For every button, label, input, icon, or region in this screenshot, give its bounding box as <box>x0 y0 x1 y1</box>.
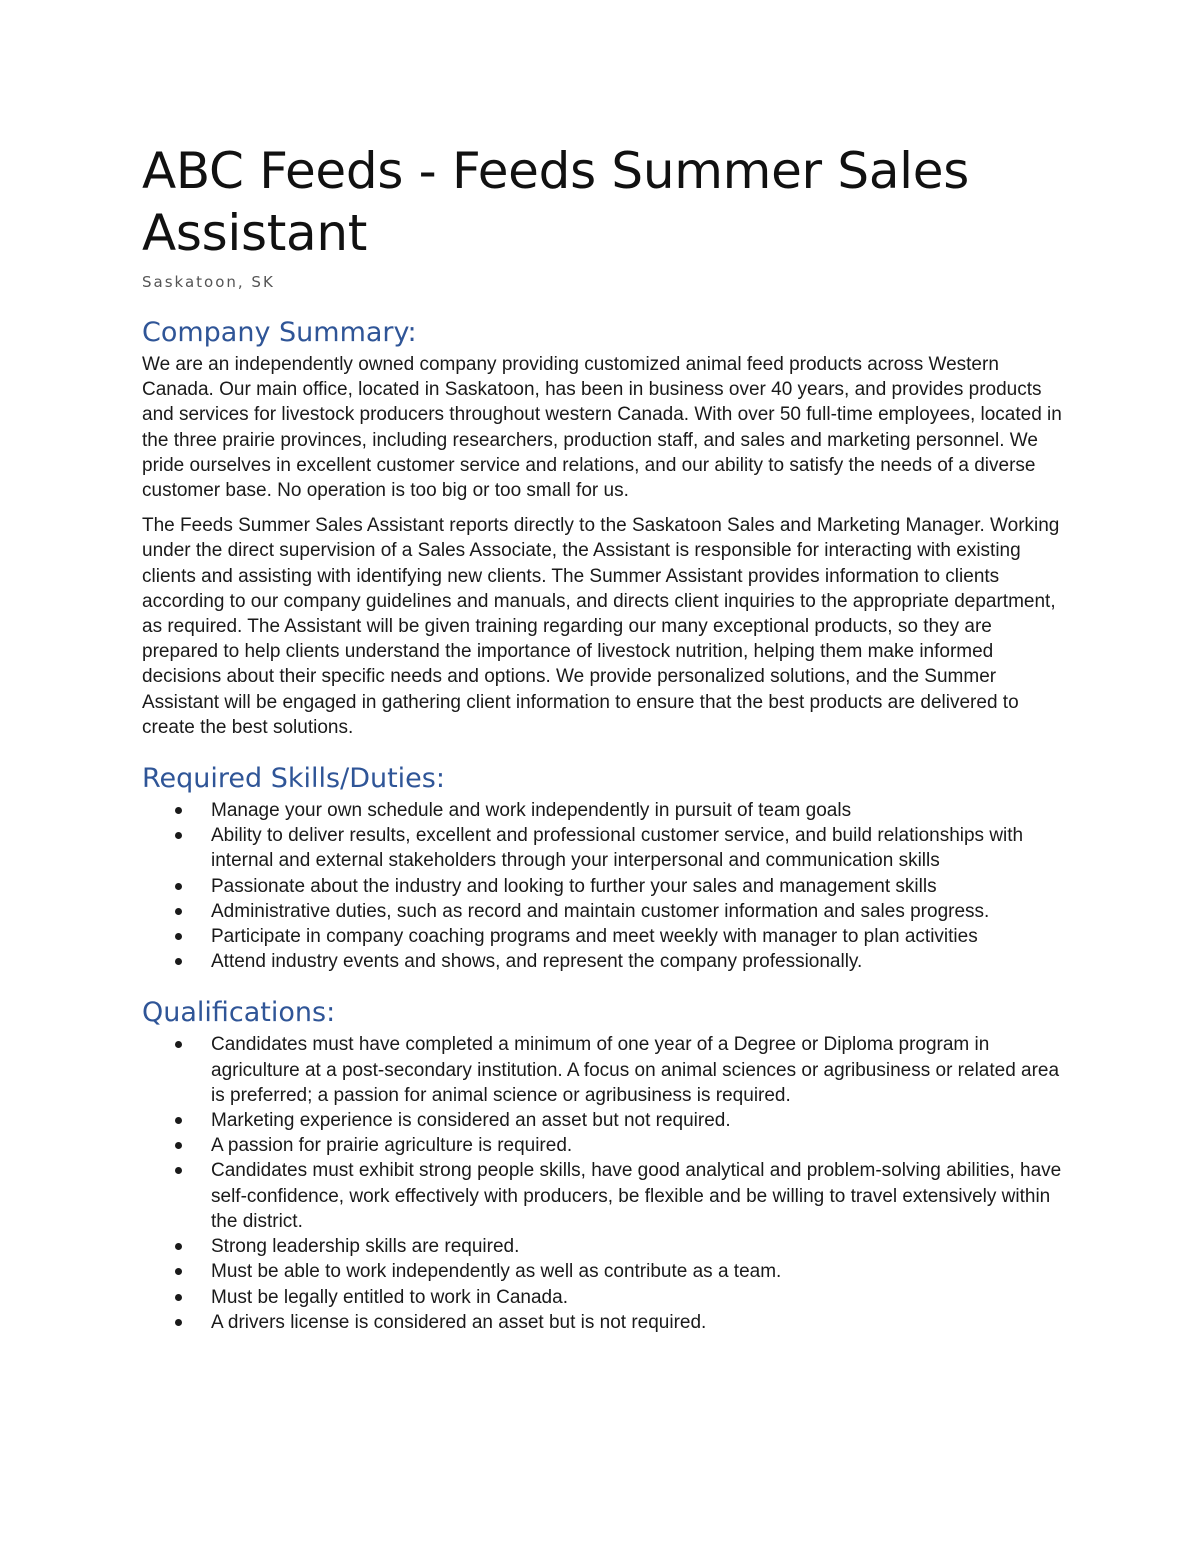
list-item-text: Candidates must exhibit strong people skills, have good analytical and problem-solving abilities, have self-confidence, work effectively with producers, be flexible and be willing to travel extensively within the district. <box>211 1160 1062 1232</box>
document-title: ABC Feeds - Feeds Summer Sales Assistant <box>142 142 969 262</box>
bullet-icon <box>175 908 182 915</box>
list-item <box>142 924 1062 949</box>
list-item <box>142 1158 1062 1234</box>
list-item-text: A passion for prairie agriculture is required. <box>211 1135 573 1157</box>
bullet-icon <box>175 1243 182 1250</box>
list-item <box>142 899 1062 924</box>
list-item-text: Strong leadership skills are required. <box>211 1236 520 1258</box>
bullet-icon <box>175 1268 182 1275</box>
list-item <box>142 1310 1062 1335</box>
bullet-icon <box>175 958 182 965</box>
list-item-text: A drivers license is considered an asset but is not required. <box>211 1311 707 1333</box>
list-item-text: Must be legally entitled to work in Canada. <box>211 1286 568 1308</box>
list-item <box>142 1234 1062 1259</box>
list-item <box>142 1133 1062 1158</box>
role-description-paragraph: The Feeds Summer Sales Assistant reports directly to the Saskatoon Sales and Marketing Manager. Working under the direct supervision of a Sales Associate, the Assistant is responsible for interacting with existing clients and assisting with identifying new clients. The Summer Assistant provides information to clients according to our company guidelines and manuals, and directs client inquiries to the appropriate department, as required. The Assistant will be given training regarding our many exceptional products, so they are prepared to help clients understand the importance of livestock nutrition, helping them make informed decisions about their specific needs and options. We provide personalized solutions, and the Summer Assistant will be engaged in gathering client information to ensure that the best products are delivered to create the best solutions. <box>142 515 1060 738</box>
bullet-icon <box>175 1294 182 1301</box>
list-item-text: Manage your own schedule and work independently in pursuit of team goals <box>211 800 852 822</box>
bullet-icon <box>175 1319 182 1326</box>
list-item <box>142 823 1062 873</box>
bullet-icon <box>175 807 182 814</box>
company-summary-paragraph: We are an independently owned company providing customized animal feed products across Western Canada. Our main office, located in Saskatoon, has been in business over 40 years, and provides products and services for livestock producers throughout western Canada. With over 50 full-time employees, located in the three prairie provinces, including researchers, production staff, and sales and marketing personnel. We pride ourselves in excellent customer service and relations, and our ability to satisfy the needs of a diverse customer base. No operation is too big or too small for us. <box>142 354 1062 502</box>
bullet-icon <box>175 832 182 839</box>
list-item-text: Ability to deliver results, excellent and professional customer service, and build relationships with internal and external stakeholders through your interpersonal and communication skills <box>211 825 1024 872</box>
qualifications-heading: Qualifications: <box>142 997 336 1029</box>
list-item-text: Participate in company coaching programs and meet weekly with manager to plan activities <box>211 926 978 948</box>
list-item <box>142 798 1062 823</box>
qualifications-list <box>142 1032 1062 1334</box>
list-item-text: Attend industry events and shows, and represent the company professionally. <box>211 951 863 973</box>
bullet-icon <box>175 883 182 890</box>
bullet-icon <box>175 933 182 940</box>
required-skills-heading: Required Skills/Duties: <box>142 763 445 795</box>
list-item <box>142 1259 1062 1284</box>
required-skills-list <box>142 798 1062 974</box>
list-item-text: Candidates must have completed a minimum of one year of a Degree or Diploma program in agriculture at a post-secondary institution. A focus on animal sciences or agribusiness or related area is preferred; a passion for animal science or agribusiness is required. <box>211 1034 1060 1106</box>
list-item <box>142 949 1062 974</box>
job-location: Saskatoon, SK <box>142 273 275 291</box>
list-item-text: Marketing experience is considered an asset but not required. <box>211 1110 731 1132</box>
list-item <box>142 874 1062 899</box>
list-item <box>142 1285 1062 1310</box>
bullet-icon <box>175 1167 182 1174</box>
bullet-icon <box>175 1117 182 1124</box>
company-summary-heading: Company Summary: <box>142 317 417 348</box>
bullet-icon <box>175 1041 182 1048</box>
list-item <box>142 1108 1062 1133</box>
list-item-text: Administrative duties, such as record and maintain customer information and sales progress. <box>211 900 990 922</box>
list-item-text: Must be able to work independently as well as contribute as a team. <box>211 1261 782 1283</box>
bullet-icon <box>175 1142 182 1149</box>
list-item <box>142 1032 1062 1108</box>
list-item-text: Passionate about the industry and looking to further your sales and management skills <box>211 875 937 897</box>
document-page <box>142 140 1062 1335</box>
